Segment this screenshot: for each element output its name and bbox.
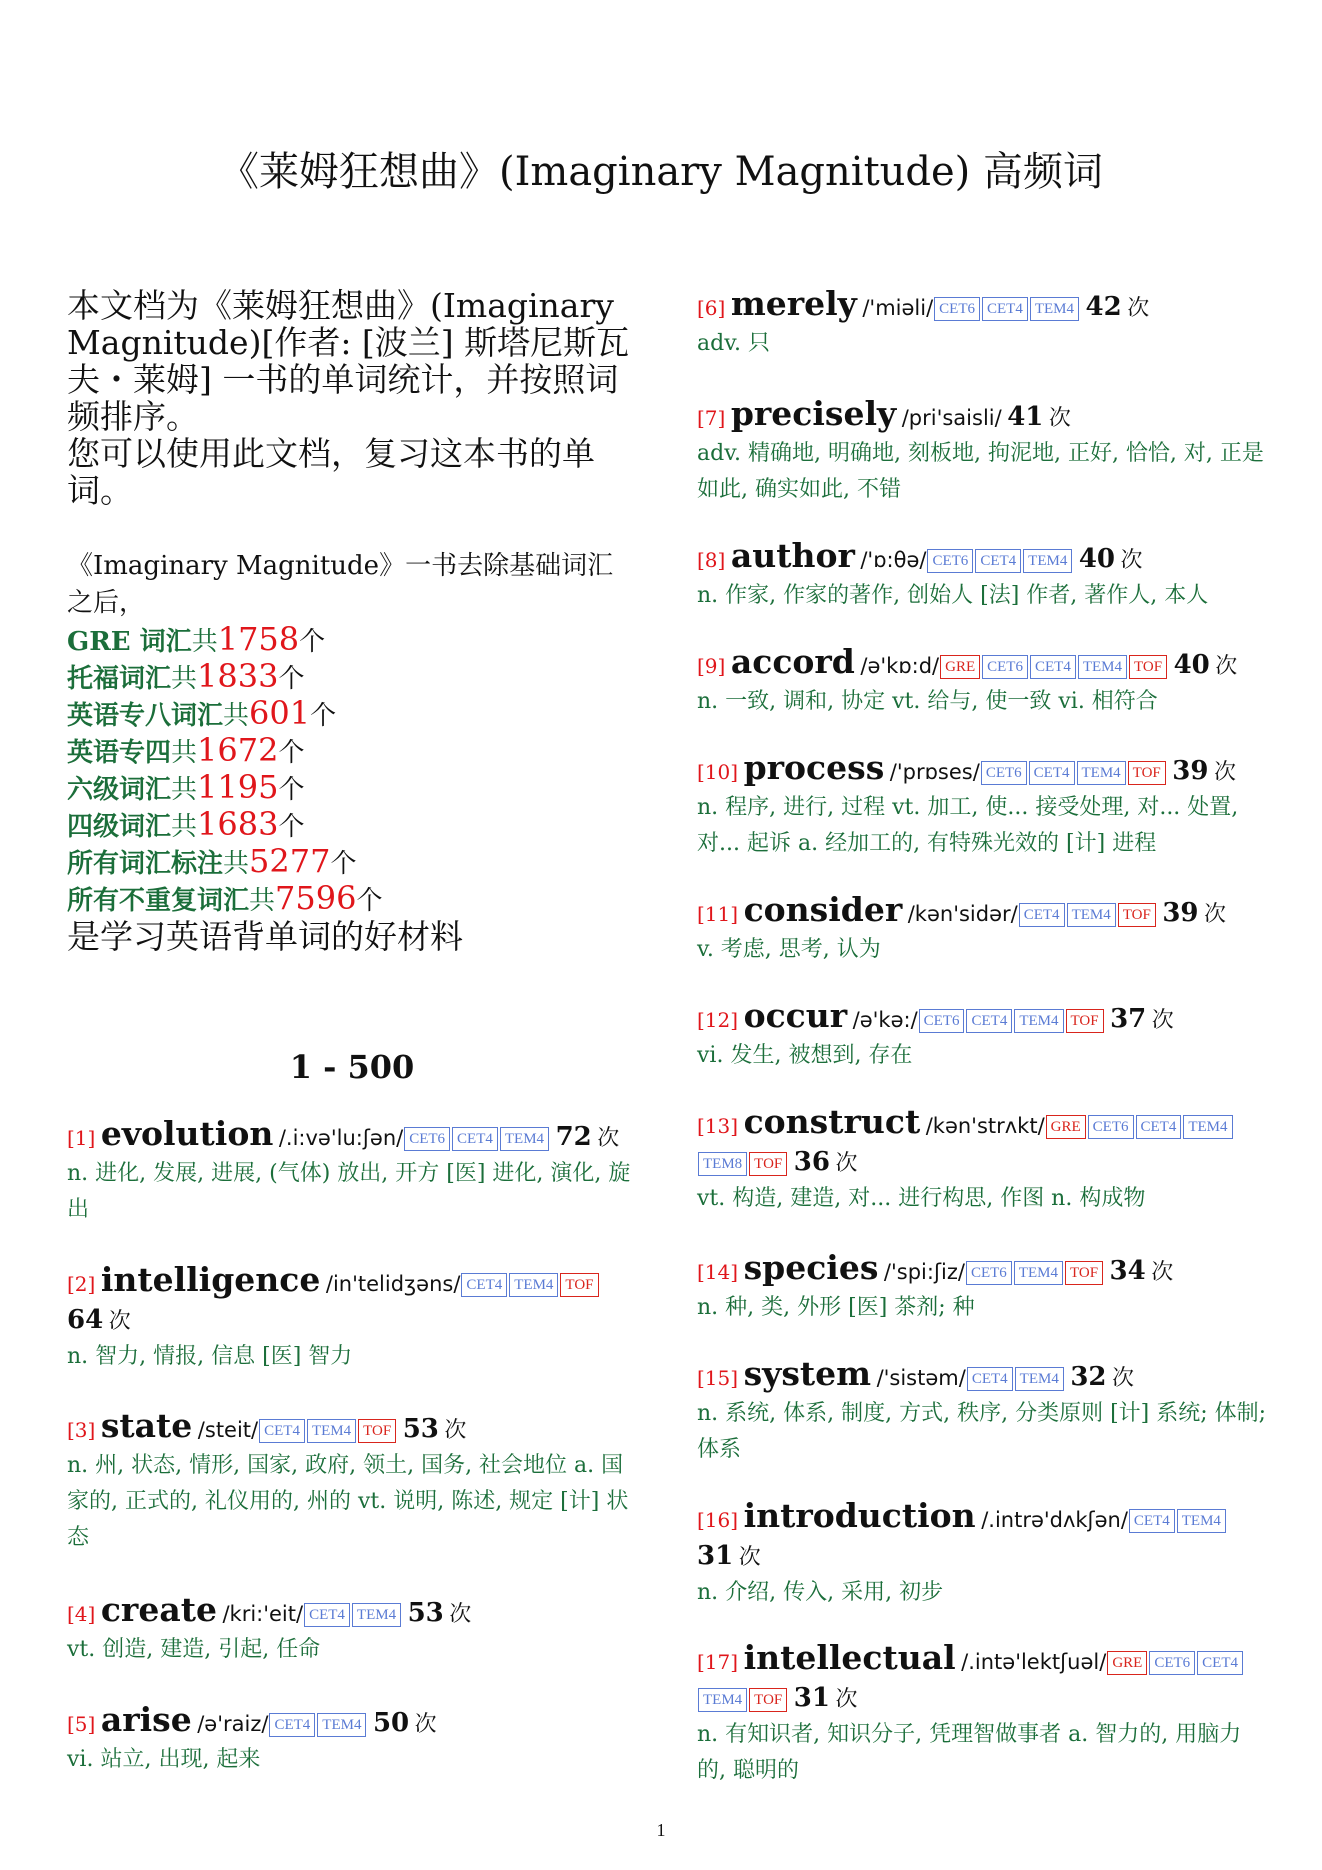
stat-label-bold: 托福词汇 [67,664,172,694]
level-tag: CET4 [1197,1651,1243,1675]
entry-count: 36 [793,1147,830,1177]
level-tag: GRE [1107,1651,1147,1675]
stat-line [67,658,637,695]
word-entry [67,1262,637,1375]
entry-phonetic: /.intə'lektʃuəl/ [961,1650,1107,1674]
word-entry [697,1250,1267,1326]
word-entry [697,538,1267,614]
entry-times-label: 次 [1127,295,1150,320]
level-tag: TEM4 [500,1127,549,1151]
stat-line [67,843,637,880]
stat-label [67,664,197,694]
entry-phonetic: /.i:və'lu:ʃən/ [278,1126,404,1150]
entry-phonetic: /kən'strʌkt/ [925,1114,1045,1138]
level-tag: CET4 [966,1009,1012,1033]
stat-line [67,769,637,806]
entry-count: 32 [1070,1362,1107,1392]
level-tag: TEM4 [1077,761,1126,785]
level-tag: TEM4 [307,1419,356,1443]
level-tag: TOF [1128,761,1166,785]
entry-times-label: 次 [1048,405,1071,430]
entry-count: 39 [1172,756,1209,786]
word-entry [697,396,1267,508]
entry-phonetic: /ə'kɒ:d/ [860,654,940,678]
entry-word: author [730,536,855,575]
entry-index: [13] [697,1114,739,1138]
entry-times-label: 次 [1215,653,1238,678]
entry-index: [11] [697,902,739,926]
entry-word: state [100,1406,193,1445]
entry-headline [67,1262,637,1339]
entry-headline [67,1702,637,1742]
word-entry [697,892,1267,968]
entry-index: [8] [697,548,726,572]
stat-label-bold: 英语专四 [67,738,172,768]
entry-count: 31 [793,1683,830,1713]
entry-definition: vi. 发生, 被想到, 存在 [697,1043,913,1068]
entry-definition: n. 介绍, 传入, 采用, 初步 [697,1580,944,1605]
level-tag: TOF [1118,903,1156,927]
entry-phonetic: /in'telidʒəns/ [325,1272,461,1296]
entry-phonetic: /'sistəm/ [876,1366,966,1390]
word-entry [67,1592,637,1668]
stat-label-bold: 英语专八词汇 [67,701,224,731]
entry-phonetic: /.intrə'dʌkʃən/ [981,1508,1128,1532]
entry-times-label: 次 [1213,759,1236,784]
entry-headline [697,1640,1267,1717]
level-tag: CET4 [1136,1115,1182,1139]
level-tag: TEM4 [509,1273,558,1297]
stat-label [67,701,249,731]
stat-value: 1683 [197,805,279,843]
stat-label [67,849,249,879]
entry-word: precisely [730,394,897,433]
entry-phonetic: /kən'sidər/ [907,902,1018,926]
level-tag: CET6 [981,761,1027,785]
entry-phonetic: /pri'saisli/ [901,406,1002,430]
entry-definition: n. 种, 类, 外形 [医] 茶剂; 种 [697,1295,975,1320]
entry-times-label: 次 [835,1150,858,1175]
level-tag: TOF [1066,1009,1104,1033]
entry-headline [697,644,1267,684]
entry-definition: n. 智力, 情报, 信息 [医] 智力 [67,1344,353,1369]
level-tag: TEM4 [1177,1509,1226,1533]
entry-times-label: 次 [1151,1007,1174,1032]
level-tag: CET4 [982,297,1028,321]
entry-count: 40 [1078,544,1116,574]
level-tag: TEM4 [1014,1261,1063,1285]
level-tag: TOF [560,1273,598,1297]
entry-word: consider [743,890,903,929]
entry-index: [9] [697,654,726,678]
entry-times-label: 次 [738,1544,761,1569]
entry-headline [67,1592,637,1632]
stat-label [67,886,275,916]
level-tag: TEM4 [1030,297,1079,321]
level-tag: TOF [749,1688,787,1712]
entry-definition: n. 作家, 作家的著作, 创始人 [法] 作者, 著作人, 本人 [697,583,1209,608]
word-entry [697,750,1267,862]
level-tag: CET4 [269,1713,315,1737]
entry-phonetic: /kri:'eit/ [222,1602,304,1626]
stat-line [67,880,637,917]
entry-index: [1] [67,1126,96,1150]
level-tag: TEM4 [1015,1367,1064,1391]
stat-label-thin: 共 [223,849,250,879]
word-entry [697,1498,1267,1611]
level-tag: TEM4 [1014,1009,1063,1033]
level-tag: CET4 [1030,655,1076,679]
entry-word: introduction [743,1496,976,1535]
entry-definition: n. 有知识者, 知识分子, 凭理智做事者 a. 智力的, 用脑力的, 聪明的 [697,1722,1242,1783]
stats-list [67,621,637,957]
entry-count: 64 [67,1305,104,1335]
stat-value: 1758 [217,620,300,658]
level-tag: TOF [358,1419,396,1443]
entry-definition: vt. 构造, 建造, 对... 进行构思, 作图 n. 构成物 [697,1186,1146,1211]
level-tag: CET6 [1088,1115,1134,1139]
stat-unit: 个 [278,812,305,842]
entry-phonetic: /ə'raiz/ [197,1712,269,1736]
entry-times-label: 次 [835,1686,858,1711]
entry-times-label: 次 [1112,1365,1135,1390]
stat-value: 1833 [197,657,279,695]
intro-paragraph: 本文档为《莱姆狂想曲》(Imaginary Magnitude)[作者: [波兰] 斯塔尼斯瓦夫・莱姆] 一书的单词统计，并按照词频排序。 [67,286,630,436]
stat-unit: 个 [278,775,305,805]
entry-headline [697,1104,1267,1181]
entry-word: construct [743,1102,921,1141]
word-entry [697,286,1267,362]
level-tag: GRE [1046,1115,1086,1139]
entry-index: [15] [697,1366,739,1390]
entry-count: 39 [1162,898,1199,928]
stat-unit: 个 [310,701,337,731]
entry-word: evolution [100,1114,274,1153]
entry-headline [67,1408,637,1448]
level-tag: CET6 [982,655,1028,679]
entry-phonetic: /'ɒ:θə/ [860,548,927,572]
level-tag: CET4 [304,1603,350,1627]
stat-label-bold: 六级词汇 [67,775,172,805]
entry-headline [697,1250,1267,1290]
intro-paragraph: 您可以使用此文档，复习这本书的单词。 [67,434,595,510]
entry-word: intellectual [743,1638,956,1677]
stat-value: 601 [249,694,311,732]
entry-word: merely [730,284,857,323]
range-heading: 1 - 500 [289,1048,415,1086]
stat-unit: 个 [356,886,383,916]
level-tag: CET6 [934,297,980,321]
stat-label [67,738,197,768]
word-entry [67,1116,637,1228]
entry-index: [14] [697,1260,739,1284]
word-entry [67,1702,637,1778]
stat-value: 7596 [275,879,357,917]
entry-definition: n. 系统, 体系, 制度, 方式, 秩序, 分类原则 [计] 系统; 体制; 体系 [697,1401,1267,1462]
stat-line [67,695,637,732]
intro-text [67,287,637,509]
level-tag: CET4 [452,1127,498,1151]
entry-times-label: 次 [444,1417,467,1442]
level-tag: TEM4 [1183,1115,1232,1139]
stat-label [67,775,197,805]
word-entry [67,1408,637,1556]
stat-label-thin: 共 [191,627,218,657]
word-entry [697,1356,1267,1468]
level-tag: CET4 [1129,1509,1175,1533]
level-tag: CET4 [461,1273,507,1297]
stat-value: 1672 [197,731,279,769]
stat-label [67,812,197,842]
level-tag: TEM4 [1067,903,1116,927]
level-tag: TEM8 [698,1152,747,1176]
level-tag: CET4 [1019,903,1065,927]
entry-count: 72 [555,1122,592,1152]
entry-definition: vi. 站立, 出现, 起来 [67,1747,261,1772]
entry-headline [697,1498,1267,1575]
entry-count: 41 [1007,402,1044,432]
entry-headline [697,396,1267,436]
entry-index: [6] [697,296,726,320]
entry-headline [697,286,1267,326]
level-tag: TOF [1065,1261,1103,1285]
level-tag: TOF [1129,655,1167,679]
entry-definition: vt. 创造, 建造, 引起, 任命 [67,1637,321,1662]
entry-index: [4] [67,1602,96,1626]
entry-word: species [743,1248,879,1287]
entry-index: [3] [67,1418,96,1442]
page-title: 《莱姆狂想曲》(Imaginary Magnitude) 高频词 [218,149,1104,195]
stat-label-thin: 共 [171,738,198,768]
stat-label [67,627,218,657]
entry-times-label: 次 [597,1125,620,1150]
entry-phonetic: /'spi:ʃiz/ [883,1260,965,1284]
level-tag: CET6 [1149,1651,1195,1675]
level-tag: CET6 [927,549,973,573]
level-tag: CET6 [404,1127,450,1151]
stat-value: 1195 [197,768,279,806]
entry-count: 37 [1110,1004,1147,1034]
entry-times-label: 次 [1151,1259,1174,1284]
entry-count: 40 [1173,650,1210,680]
stat-label-bold: GRE 词汇 [67,627,192,657]
stat-label-thin: 共 [249,886,276,916]
entry-index: [16] [697,1508,739,1532]
level-tag: CET4 [1029,761,1075,785]
entry-definition: adv. 精确地, 明确地, 刻板地, 拘泥地, 正好, 恰恰, 对, 正是如此, 确实如此, 不错 [697,441,1264,502]
entry-index: [5] [67,1712,96,1736]
level-tag: CET4 [967,1367,1013,1391]
entry-count: 53 [407,1598,444,1628]
entry-headline [697,892,1267,932]
entry-definition: n. 州, 状态, 情形, 国家, 政府, 领土, 国务, 社会地位 a. 国家的, 正式的, 礼仪用的, 州的 vt. 说明, 陈述, 规定 [计] 状态 [67,1453,629,1550]
entry-times-label: 次 [449,1601,472,1626]
level-tag: TEM4 [352,1603,401,1627]
entry-times-label: 次 [1204,901,1227,926]
stat-label-bold: 四级词汇 [67,812,172,842]
entry-index: [2] [67,1272,96,1296]
stat-unit: 个 [278,738,305,768]
level-tag: CET6 [919,1009,965,1033]
entry-word: arise [100,1700,192,1739]
stat-label-thin: 共 [171,812,198,842]
level-tag: TEM4 [698,1688,747,1712]
entry-headline [697,750,1267,790]
entry-count: 53 [402,1414,439,1444]
entry-definition: n. 一致, 调和, 协定 vt. 给与, 使一致 vi. 相符合 [697,689,1158,714]
entry-times-label: 次 [414,1711,437,1736]
entry-count: 50 [372,1708,410,1738]
entry-index: [17] [697,1650,739,1674]
stat-unit: 个 [278,664,305,694]
stat-label-bold: 所有不重复词汇 [67,886,250,916]
level-tag: GRE [940,655,980,679]
entry-count: 34 [1109,1256,1146,1286]
entry-phonetic: /ə'kə:/ [852,1008,918,1032]
stat-unit: 个 [330,849,357,879]
entry-word: intelligence [100,1260,321,1299]
entry-definition: v. 考虑, 思考, 认为 [697,937,881,962]
stat-label-thin: 共 [171,775,198,805]
word-entry [697,998,1267,1074]
entry-word: create [100,1590,217,1629]
entry-headline [697,538,1267,578]
entry-definition: adv. 只 [697,331,771,356]
word-entry [697,1104,1267,1217]
entry-times-label: 次 [1120,547,1143,572]
stat-line [67,621,637,658]
stats-tail: 是学习英语背单词的好材料 [67,917,463,956]
entry-headline [67,1116,637,1156]
level-tag: TOF [749,1152,787,1176]
stat-unit: 个 [299,627,326,657]
entry-word: system [743,1354,872,1393]
level-tag: CET4 [975,549,1021,573]
stats-heading: 《Imaginary Magnitude》一书去除基础词汇之后， [67,551,614,618]
page-number: 1 [656,1820,666,1840]
entry-phonetic: /'prɒses/ [889,760,980,784]
stat-label-thin: 共 [223,701,250,731]
entry-headline [697,1356,1267,1396]
entry-times-label: 次 [108,1308,131,1333]
entry-word: occur [743,996,848,1035]
level-tag: TEM4 [317,1713,366,1737]
level-tag: TEM4 [1078,655,1127,679]
entry-count: 42 [1085,292,1122,322]
entry-headline [697,998,1267,1038]
stat-line [67,732,637,769]
stat-line [67,806,637,843]
stat-label-thin: 共 [171,664,198,694]
entry-word: process [743,748,885,787]
entry-phonetic: /steit/ [197,1418,259,1442]
level-tag: CET6 [966,1261,1012,1285]
entry-index: [7] [697,406,726,430]
entry-word: accord [730,642,855,681]
level-tag: CET4 [259,1419,305,1443]
entry-definition: n. 进化, 发展, 进展, (气体) 放出, 开方 [医] 进化, 演化, 旋出 [67,1161,631,1222]
word-entry [697,644,1267,720]
stat-value: 5277 [249,842,331,880]
entry-index: [10] [697,760,739,784]
entry-index: [12] [697,1008,739,1032]
entry-count: 31 [697,1541,734,1571]
entry-phonetic: /'miəli/ [862,296,934,320]
word-entry [697,1640,1267,1789]
entry-definition: n. 程序, 进行, 过程 vt. 加工, 使... 接受处理, 对... 处置, 对... 起诉 a. 经加工的, 有特殊光效的 [计] 进程 [697,795,1239,856]
stat-label-bold: 所有词汇标注 [67,849,224,879]
level-tag: TEM4 [1023,549,1072,573]
